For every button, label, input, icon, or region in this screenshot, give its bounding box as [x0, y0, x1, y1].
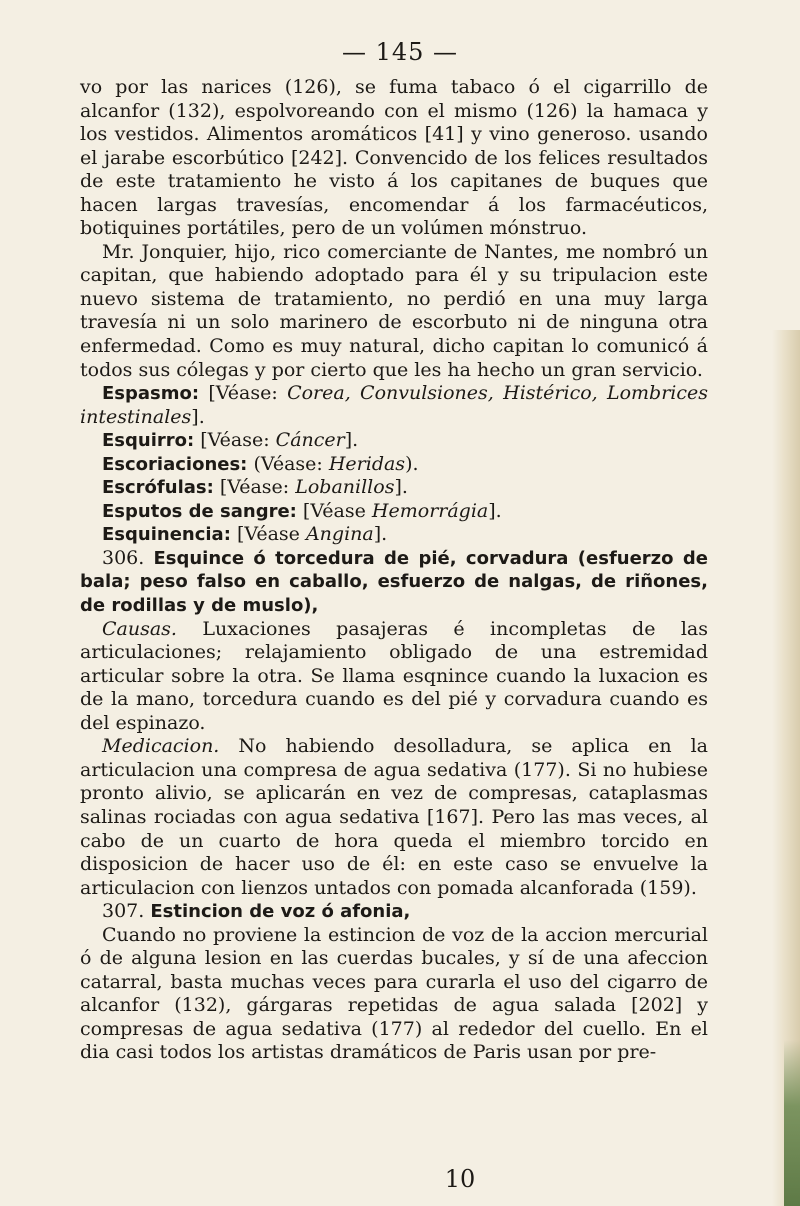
page-body [80, 76, 708, 1065]
entry-head: Esputos de sangre: [102, 500, 297, 522]
entry-escoriaciones: Escoriaciones: (Véase: Heridas). [102, 452, 419, 475]
entry-head: Espasmo: [102, 383, 200, 405]
entry-head: Esquinencia: [102, 524, 231, 546]
section-number: 306. [102, 546, 145, 569]
section-307-heading [80, 900, 708, 924]
section-306-heading [80, 547, 708, 618]
cross-reference: Lobanillos [295, 476, 395, 499]
entry-head: Escrófulas: [102, 477, 214, 499]
subheading-causas: Causas. [102, 617, 177, 640]
cross-reference: Corea, Convulsiones, Histérico, Lombrices intestinales [80, 382, 709, 428]
cross-reference: Hemorrágia [371, 499, 489, 522]
section-title: Esquince ó torcedura de pié, corvadura (esfuerzo de bala; peso falso en caballo, esfuerzo de nalgas, de riñones, de rodillas y de muslo), [80, 547, 708, 617]
paragraph-2: Mr. Jonquier, hijo, rico comerciante de Nantes, me nombró un capitan, que habiendo adoptado para él y su tripulacion este nuevo sistema de tratamiento, no perdió en una muy larga travesía ni un solo marinero de escorbuto ni de ninguna otra enfermedad. Como es muy natural, dicho capitan lo comunicó á todos sus cólegas y por cierto que les ha hecho un gran servicio. [80, 240, 708, 381]
page-number: — 145 — [341, 38, 459, 66]
entry-escrofulas: Escrófulas: [Véase: Lobanillos]. [102, 476, 408, 499]
section-306-medicacion: Medicacion. No habiendo desolladura, se aplica en la articulacion una compresa de agua sedativa (177). Si no hubiese pronto alivio, se aplicarán en vez de compresas, cataplasmas salinas rociadas con agua sedativa [167]. Pero las mas veces, al cabo de un cuarto de hora queda el miembro torcido en disposicion de hacer uso de él: en este caso se envuelve la articulacion con lienzos untados con pomada alcanforada (159). [80, 735, 708, 899]
section-306-causas: Causas. Luxaciones pasajeras é incompletas de las articulaciones; relajamiento obligado de una estremidad articular sobre la otra. Se llama esqnince cuando la luxacion es de la mano, torcedura cuando es del pié y corvadura cuando es del espinazo. [80, 617, 709, 734]
cross-reference: Cáncer [275, 429, 345, 452]
cross-reference: Angina [305, 523, 374, 546]
signature-mark: 10 [444, 1165, 476, 1193]
section-307-text: Cuando no proviene la estincion de voz de la accion mercurial ó de alguna lesion en las cuerdas bucales, y sí de una afeccion catarral, basta muchas veces para curarla el uso del cigarro de alcanfor (132), gárgaras repetidas de agua salada [202] y compresas de agua sedativa (177) al rededor del cuello. En el dia casi todos los artistas dramáticos de Paris usan por pre- [80, 923, 708, 1064]
entry-head: Esquirro: [102, 430, 195, 452]
section-number: 307. [102, 900, 145, 923]
section-title: Estincion de voz ó afonia, [150, 901, 411, 923]
entry-esquinencia: Esquinencia: [Véase Angina]. [102, 523, 388, 546]
entry-head: Escoriaciones: [102, 453, 248, 475]
entry-esquirro: Esquirro: [Véase: Cáncer]. [102, 429, 359, 452]
entry-esputos: Esputos de sangre: [Véase Hemorrágia]. [102, 499, 502, 522]
subheading-medicacion: Medicacion. [102, 735, 220, 758]
entry-espasmo: Espasmo: [Véase: Corea, Convulsiones, Histérico, Lombrices intestinales]. [80, 382, 709, 428]
cross-reference: Heridas [328, 452, 406, 475]
paragraph-1: vo por las narices (126), se fuma tabaco ó el cigarrillo de alcanfor (132), espolvoreando con el mismo (126) la hamaca y los vestidos. Alimentos aromáticos [41] y vino generoso. usando el jarabe escorbútico [242]. Convencido de los felices resultados de este tratamiento he visto á los capitanes de buques que hacen largas travesías, encomendar á los farmacéuticos, botiquines portátiles, pero de un volúmen mónstruo. [80, 76, 708, 240]
